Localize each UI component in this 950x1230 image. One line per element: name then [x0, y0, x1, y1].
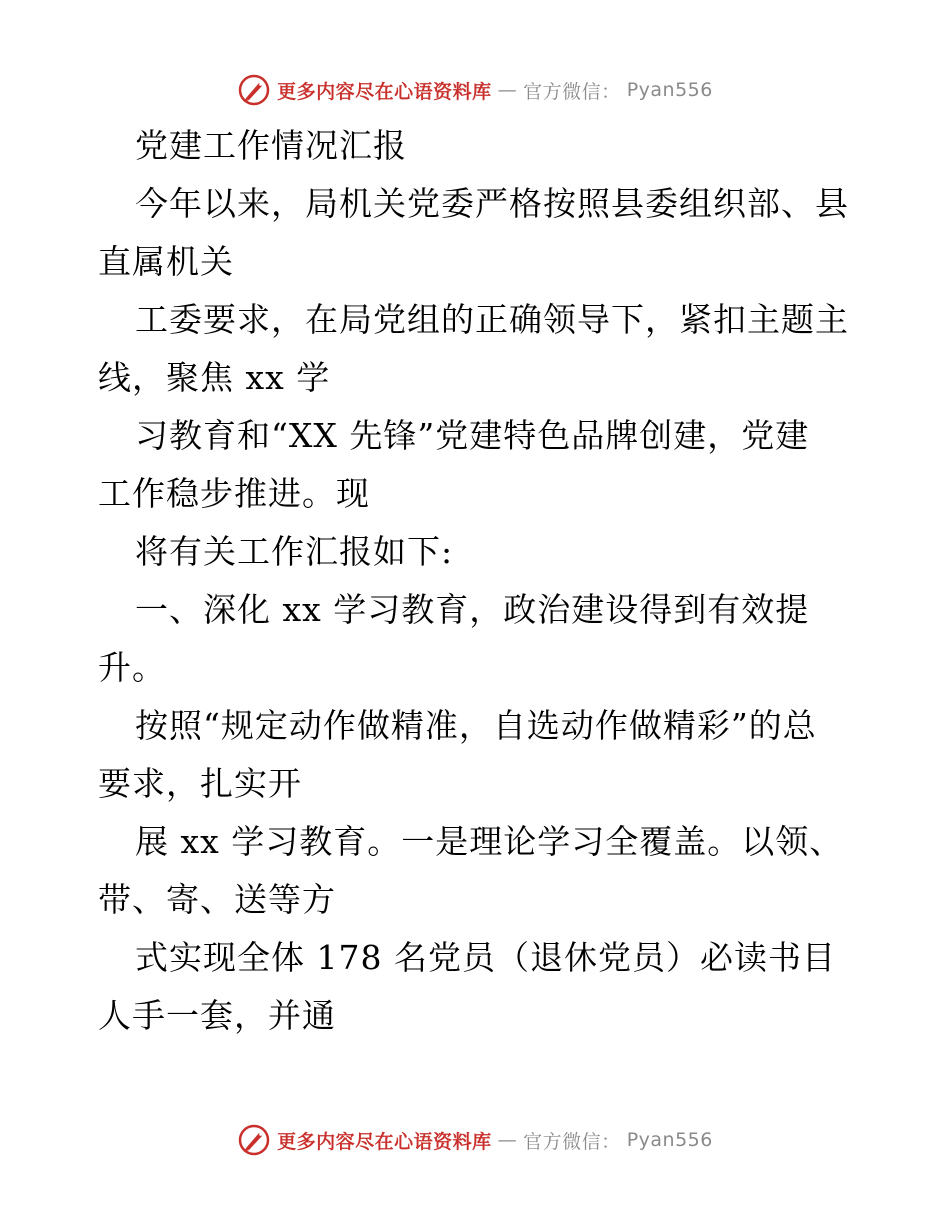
- paragraph-line: 线，聚焦 xx 学: [98, 358, 331, 397]
- watermark-wechat-label: 官方微信：: [523, 80, 621, 103]
- header-watermark: [0, 70, 950, 110]
- watermark-separator: —: [497, 79, 518, 101]
- watermark-site-text: 更多内容尽在心语资料库: [277, 1130, 492, 1153]
- document-title: 党建工作情况汇报: [135, 126, 407, 165]
- pen-nib-logo-icon: [237, 73, 271, 107]
- paragraph-line: 按照“规定动作做精准，自选动作做精彩”的总: [135, 706, 817, 745]
- paragraph-line: 习教育和“XX 先锋”党建特色品牌创建，党建: [135, 416, 810, 455]
- paragraph-line: 工作稳步推进。现: [98, 474, 370, 513]
- section-heading-line: 一、深化 xx 学习教育，政治建设得到有效提: [135, 590, 810, 629]
- watermark-separator: —: [497, 1129, 518, 1151]
- paragraph-line: 人手一套，并通: [98, 996, 336, 1035]
- paragraph-line: 要求，扎实开: [98, 764, 302, 803]
- paragraph-line: 展 xx 学习教育。一是理论学习全覆盖。以领、: [135, 822, 844, 861]
- paragraph-line: 今年以来，局机关党委严格按照县委组织部、县: [135, 184, 849, 223]
- paragraph-line: 式实现全体 178 名党员（退休党员）必读书目: [135, 938, 836, 977]
- pen-nib-logo-icon: [237, 1123, 271, 1157]
- paragraph-line: 将有关工作汇报如下:: [135, 532, 454, 571]
- watermark-wechat-label: 官方微信：: [523, 1130, 621, 1153]
- watermark-wechat-id: Pyan556: [626, 1129, 713, 1151]
- paragraph-line: 带、寄、送等方: [98, 880, 336, 919]
- paragraph-line: 工委要求，在局党组的正确领导下，紧扣主题主: [135, 300, 849, 339]
- watermark-site-text: 更多内容尽在心语资料库: [277, 80, 492, 103]
- document-body: [98, 117, 868, 1045]
- watermark-wechat-id: Pyan556: [626, 79, 713, 101]
- paragraph-line: 直属机关: [98, 242, 234, 281]
- section-heading-line: 升。: [98, 648, 166, 687]
- footer-watermark: [0, 1120, 950, 1160]
